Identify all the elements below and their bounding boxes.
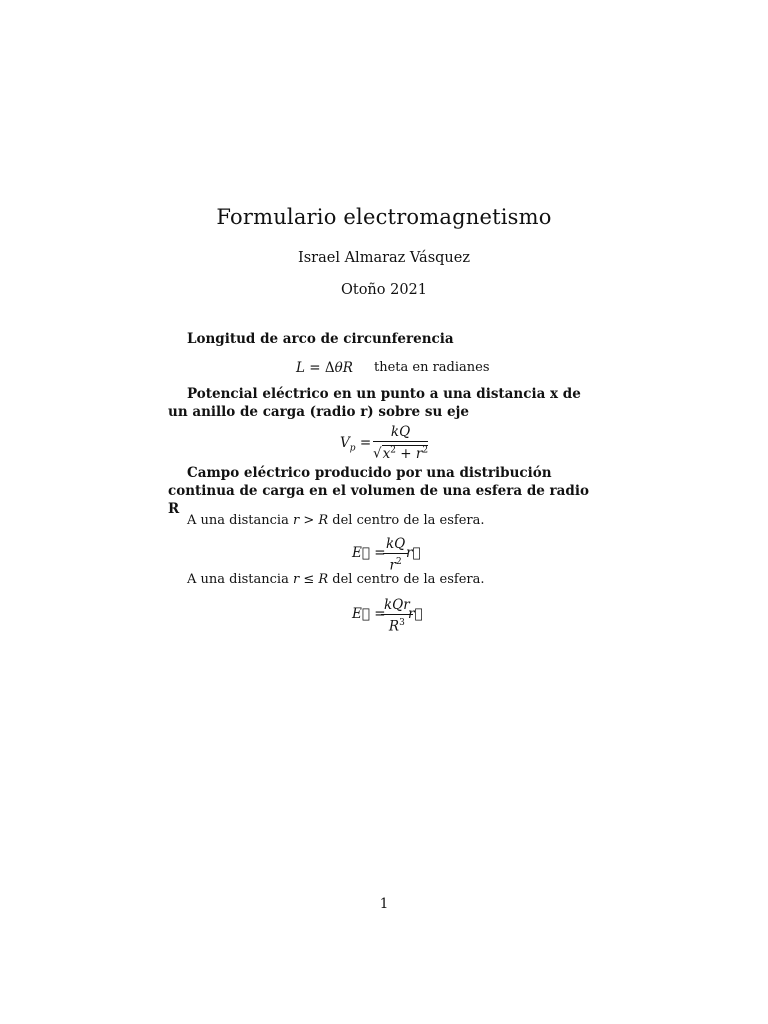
equation-ring-potential-fraction: $\frac{kQ}{√x^2 + r^2}$ <box>373 424 429 462</box>
page-number: 1 <box>379 896 389 912</box>
section-heading-ring-potential: Potencial eléctrico en un punto a una distancia x de un anillo de carga (radio r) sobre su eje <box>168 386 581 420</box>
condition-inside: r ≤ R <box>292 572 329 587</box>
document-author: Israel Almaraz Vásquez <box>298 250 470 266</box>
equation-field-outside-fraction: $\frac{kQ}{r^2}$ <box>383 537 408 574</box>
equation-arc-length-note: theta en radianes <box>374 360 490 375</box>
document-date: Otoño 2021 <box>340 282 428 298</box>
equation-arc-length-formula: L = ΔθR <box>296 360 353 376</box>
section-heading-arc-length: Longitud de arco de circunferencia <box>187 331 454 347</box>
section-heading-sphere-field: Campo eléctrico producido por una distribución continua de carga en el volumen de una esfera de radio R <box>168 465 589 517</box>
document-page: Formulario electromagnetismo Israel Almaraz Vásquez Otoño 2021 Longitud de arco de circunferencia L = ΔθR theta en radianes Potencial eléctrico en un punto a una distancia x de un anillo de carga (radio r) sobre su eje $V_p$ = $\frac{kQ}{√x^2 + r^2}$ Campo eléctrico producido por una distribución continua de carga en el volumen de una esfera de radio R A una distancia r > R del centro de la esfera. E⃗ = $\frac{kQ}{r^2}$ r⃗ A una distancia r ≤ R del centro de la esfera. E⃗ = kQr $R^3$ r⃗ 1 <box>0 0 768 1024</box>
case-inside-text: A una distancia r ≤ R del centro de la esfera. <box>187 572 485 587</box>
equation-field-inside-fraction: kQr $R^3$ <box>381 598 413 635</box>
equation-ring-potential-lhs: $V_p$ = <box>340 435 372 454</box>
document-title: Formulario electromagnetismo <box>216 205 552 229</box>
condition-outside: r > R <box>292 513 329 528</box>
case-outside-text: A una distancia r > R del centro de la esfera. <box>187 513 485 528</box>
